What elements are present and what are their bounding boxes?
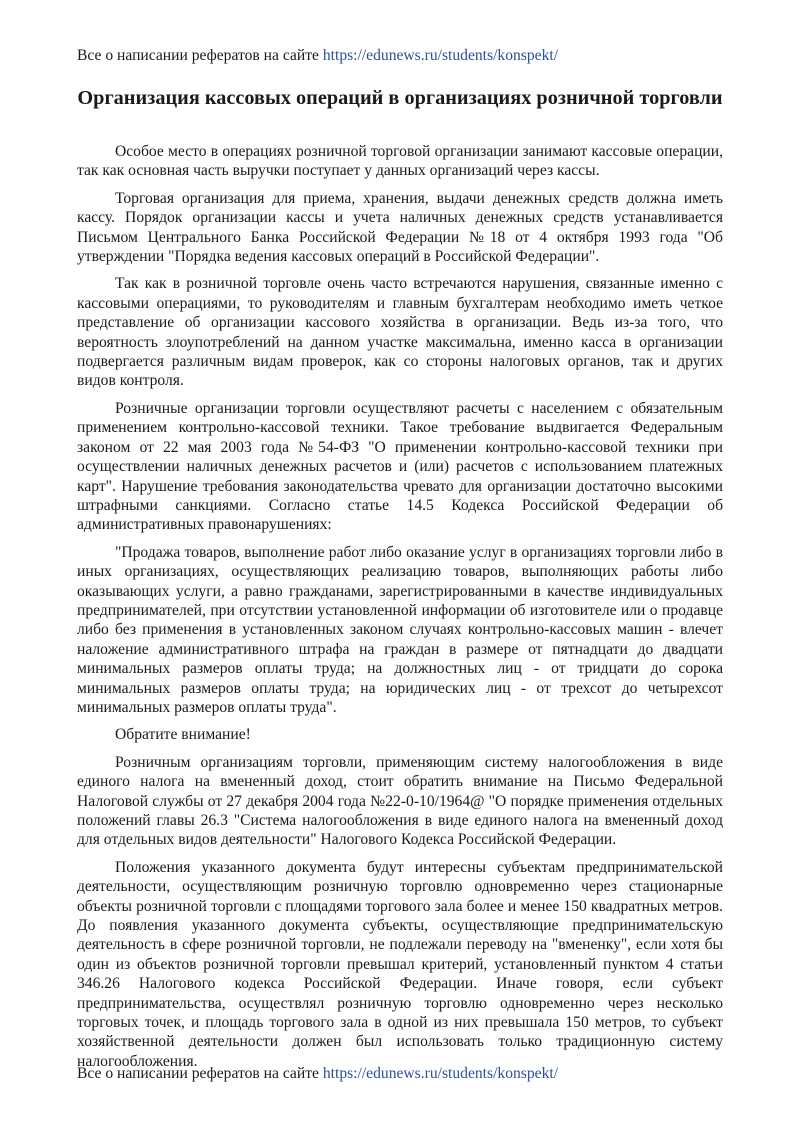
header-text: Все о написании рефератов на сайте <box>77 47 319 64</box>
page-header <box>77 46 727 66</box>
quote-paragraph: "Продажа товаров, выполнение работ либо оказание услуг в организациях торговли либо в иных организациях, осуществляющих реализацию товаров, выполняющих работы либо оказывающих услуги, а равно гражданами, зарегистрированными в качестве индивидуальных предпринимателей, при отсутствии установленной информации об изготовителе или о продавце либо без применения в установленных законом случаях контрольно-кассовых машин - влечет наложение административного штрафа на граждан в размере от пятнадцати до двадцати минимальных размеров оплаты труда; на должностных лиц - от тридцати до сорока минимальных размеров оплаты труда; на юридических лиц - от трехсот до четырехсот минимальных размеров оплаты труда". <box>77 543 723 716</box>
paragraph: Положения указанного документа будут интересны субъектам предпринимательской деятельности, осуществляющим розничную торговлю одновременно через стационарные объекты розничной торговли с площадями торгового зала более и менее 150 квадратных метров. До появления указанного документа субъекты, осуществляющие предпринимательскую деятельность в сфере розничной торговли, не подлежали переводу на "вмененку", если хотя бы один из объектов розничной торговли превышал критерий, установленный пунктом 4 статьи 346.26 Налогового кодекса Российской Федерации. Иначе говоря, если субъект предпринимательства, осуществлял розничную торговлю одновременно через несколько торговых точек, и площадь торгового зала в одной из них превышала 150 метров, то субъект хозяйственной деятельности должен был использовать только традиционную систему налогообложения. <box>77 858 723 1070</box>
notice-paragraph: Обратите внимание! <box>115 726 251 744</box>
paragraph: Торговая организация для приема, хранения, выдачи денежных средств должна иметь кассу. Порядок организации кассы и учета наличных денежных средств устанавливается Письмом Центрального Банка Российской Федерации №18 от 4 октября 1993 года "Об утверждении "Порядка ведения кассовых операций в Российской Федерации". <box>77 189 723 266</box>
footer-text: Все о написании рефератов на сайте <box>77 1065 319 1082</box>
header-link[interactable]: https://edunews.ru/students/konspekt/ <box>322 47 559 64</box>
paragraph: Особое место в операциях розничной торговой организации занимают кассовые операции, так как основная часть выручки поступает у данных организаций через кассы. <box>77 143 723 180</box>
page-footer <box>77 1064 727 1084</box>
paragraph: Так как в розничной торговле очень часто встречаются нарушения, связанные именно с кассовыми операциями, то руководителям и главным бухгалтерам необходимо иметь четкое представление об организации кассового хозяйства в организации. Ведь из-за того, что вероятность злоупотреблений на данном участке максимальна, именно касса в организации подвергается различным видам проверок, как со стороны налоговых органов, так и других видов контроля. <box>77 275 723 390</box>
paragraph: Розничным организациям торговли, применяющим систему налогообложения в виде единого налога на вмененный доход, стоит обратить внимание на Письмо Федеральной Налоговой службы от 27 декабря 2004 года №22-0-10/1964@ "О порядке применения отдельных положений главы 26.3 "Система налогообложения в виде единого налога на вмененный доход для отдельных видов деятельности" Налогового Кодекса Российской Федерации. <box>77 753 723 849</box>
footer-link[interactable]: https://edunews.ru/students/konspekt/ <box>322 1065 559 1082</box>
paragraph: Розничные организации торговли осуществляют расчеты с населением с обязательным применением контрольно-кассовой техники. Такое требование выдвигается Федеральным законом от 22 мая 2003 года №54-ФЗ "О применении контрольно-кассовой техники при осуществлении наличных денежных расчетов и (или) расчетов с использованием платежных карт". Нарушение требования законодательства чревато для организации достаточно высокими штрафными санкциями. Согласно статье 14.5 Кодекса Российской Федерации об административных правонарушениях: <box>77 399 723 534</box>
document-body <box>77 142 723 1079</box>
document-title: Организация кассовых операций в организациях розничной торговли <box>77 87 723 109</box>
